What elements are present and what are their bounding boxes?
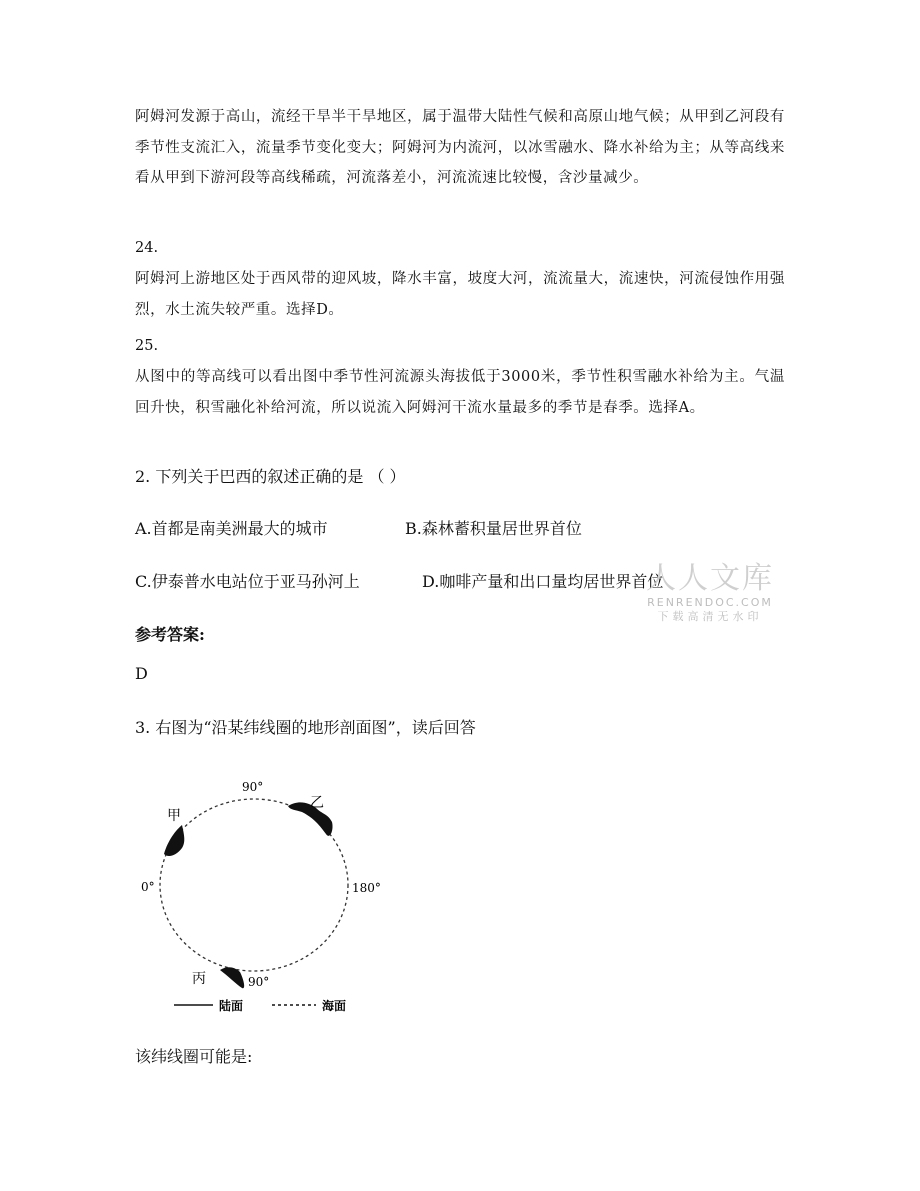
watermark-slogan: 下载高清无水印 [657,610,763,623]
label-yi: 乙 [310,795,324,811]
answer-heading: 参考答案: [135,625,205,644]
question-3-prompt: 该纬线圈可能是: [135,1047,253,1066]
label-90-top: 90° [242,780,264,794]
land-jia [164,825,184,856]
label-0: 0° [141,880,155,894]
label-jia: 甲 [167,808,181,824]
latitude-profile-figure [130,770,400,1025]
label-90-bottom: 90° [248,975,270,989]
question-2-option-c: C.伊泰普水电站位于亚马孙河上 [135,572,360,591]
label-180: 180° [352,881,381,895]
explanation-paragraph-24: 阿姆河上游地区处于西风带的迎风坡，降水丰富，坡度大河，流流量大，流速快，河流侵蚀作用强烈，水土流失较严重。选择D。 [135,271,785,318]
land-bing [220,967,244,988]
watermark-brand-en: RENRENDOC.COM [647,596,773,609]
explanation-paragraph-25: 从图中的等高线可以看出图中季节性河流源头海拔低于3000米，季节性积雪融水补给为主。气温回升快，积雪融化补给河流，所以说流入阿姆河干流水量最多的季节是春季。选择A。 [135,369,785,416]
question-3-stem: 3. 右图为“沿某纬线圈的地形剖面图”，读后回答 [135,718,476,737]
item-number-25: 25. [135,338,159,354]
question-2-option-b: B.森林蓄积量居世界首位 [405,519,582,538]
question-2-option-a: A.首都是南美洲最大的城市 [135,519,328,538]
legend-land-label: 陆面 [219,999,244,1013]
item-number-24: 24. [135,240,159,256]
question-2-stem: 2. 下列关于巴西的叙述正确的是 （ ） [135,467,406,486]
label-bing: 丙 [192,971,206,987]
explanation-paragraph-1: 阿姆河发源于高山，流经干旱半干旱地区，属于温带大陆性气候和高原山地气候；从甲到乙河段有季节性支流汇入，流量季节变化变大；阿姆河为内流河，以冰雪融水、降水补给为主；从等高线来看从甲到下游河段等高线稀疏，河流落差小，河流流速比较慢，含沙量减少。 [135,109,785,186]
question-2-option-d: D.咖啡产量和出口量均居世界首位 [422,572,664,591]
watermark [645,562,775,625]
answer-value: D [135,664,148,683]
legend-sea-label: 海面 [322,999,347,1013]
watermark-brand-cn: 人人文库 [646,561,774,596]
